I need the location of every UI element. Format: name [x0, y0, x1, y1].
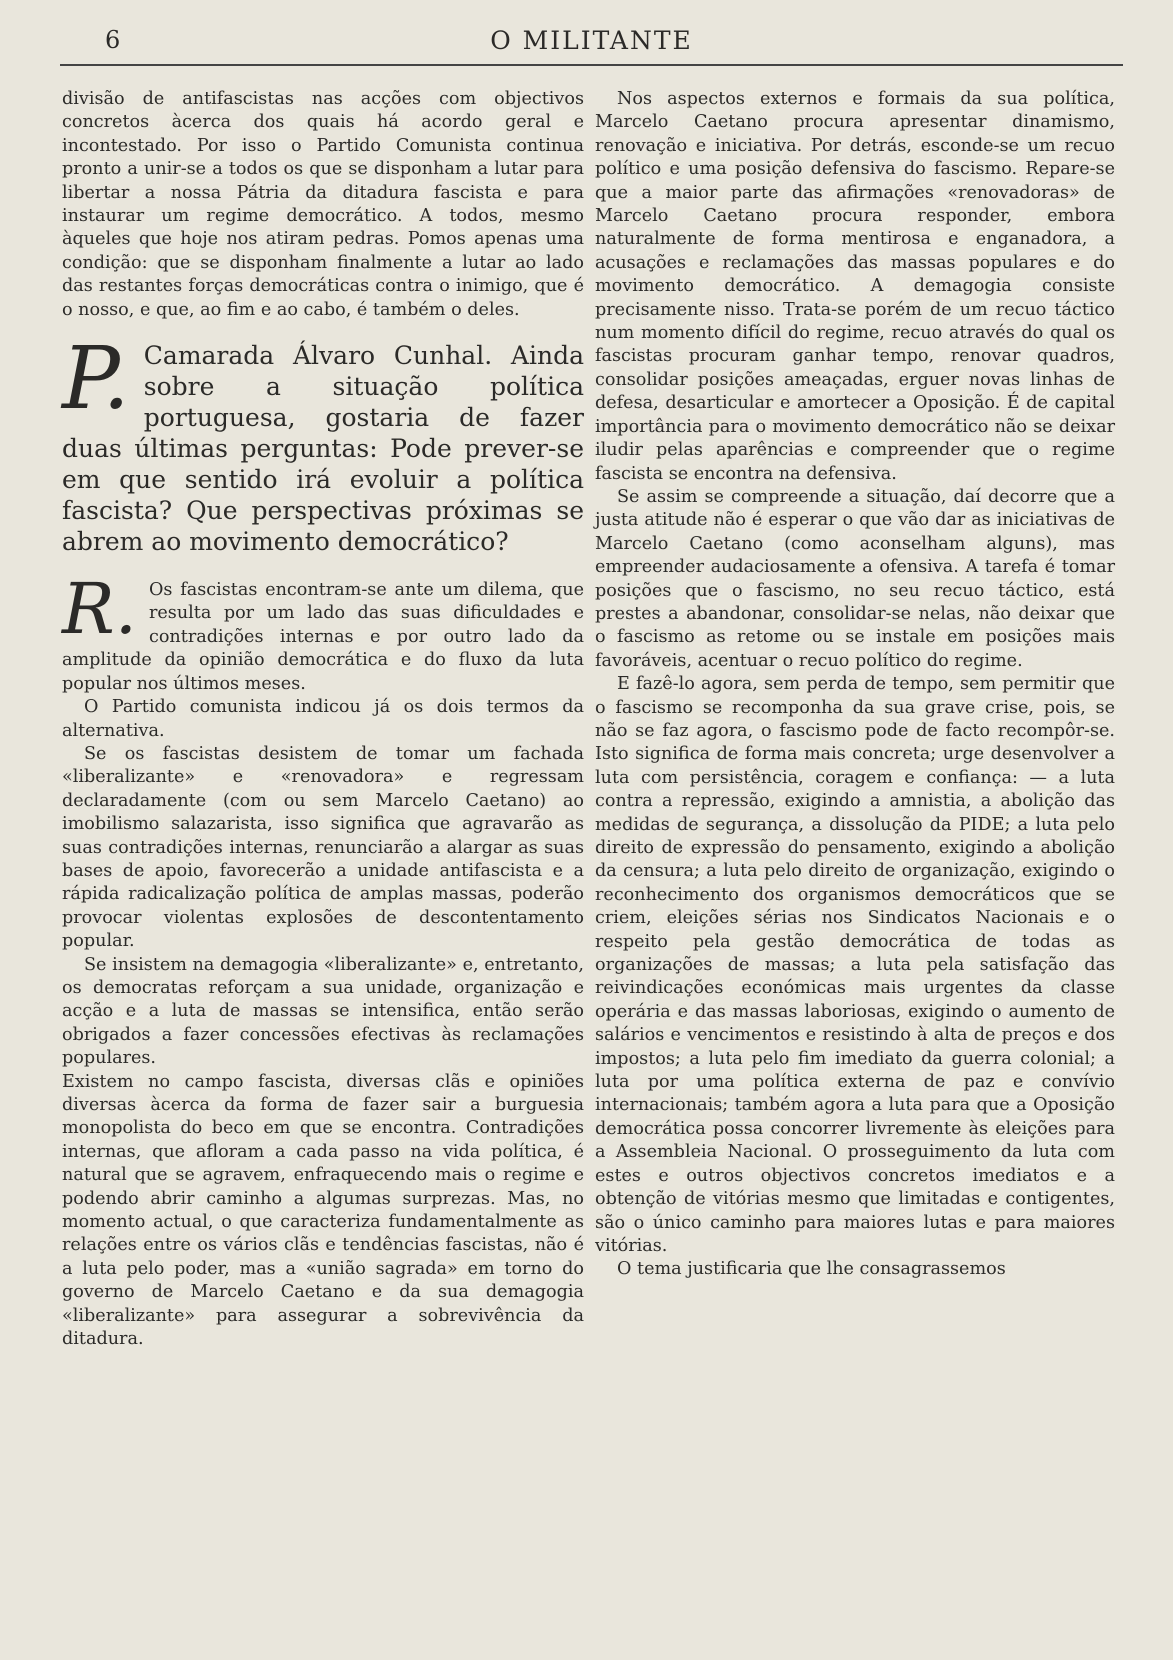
paragraph: Se insistem na demagogia «liberalizante» e, entretanto, os democratas reforçam a sua unidade, organização e acção e a luta de massas se intensifica, então serão obrigados a fazer concessões efectivas às reclamações populares.: [62, 954, 584, 1069]
interview-answer: [62, 568, 584, 696]
paragraph: E fazê-lo agora, sem perda de tempo, sem permitir que o fascismo se recomponha da sua grave crise, pois, se não se faz agora, o fascismo pode de facto recompôr-se. Isto significa de forma mais concreta; urge desenvolver a luta com persistência, coragem e confiança: — a luta contra a repressão, exigindo a amnistia, a abolição das medidas de segurança, a dissolução da PIDE; a luta pelo direito de expressão do pensamento, exigindo a abolição da censura; a luta pelo direito de organização, exigindo o reconhecimento dos organismos democráticos que se criem, eleições sérias nos Sindicatos Nacionais e o respeito pela gestão democrática de todas as organizações de massas; a luta pela satisfação das reivindicações económicas mais urgentes da classe operária e das massas laboriosas, exigindo o aumento de salários e vencimentos e resistindo à alta de preços e dos impostos; a luta pelo fim imediato da guerra colonial; a luta por uma política externa de paz e convívio internacionais; também agora a luta para que a Oposição democrática possa concorrer livremente às eleições para a Assembleia Nacional. O prosseguimento da luta com estes e outros objectivos concretos imediatos e a obtenção de vitórias mesmo que limitadas e contigentes, são o único caminho para maiores lutas e para maiores vitórias.: [595, 674, 1115, 1256]
question-text: Camarada Álvaro Cunhal. Ainda sobre a situação política portuguesa, gostaria de fazer duas últimas perguntas: Pode prever-se em que sentido irá evoluir a política fascista? Que perspectivas próximas se abrem ao movimento democrático?: [62, 341, 584, 557]
paragraph: O Partido comunista indicou já os dois termos da alternativa.: [62, 697, 584, 741]
header-rule: [60, 64, 1123, 66]
publication-title: O MILITANTE: [490, 26, 693, 55]
question-dropcap: P.: [62, 329, 130, 430]
page-header: [60, 26, 1123, 66]
paragraph: Existem no campo fascista, diversas clãs e opiniões diversas àcerca da forma de fazer sair a burguesia monopolista do beco em que se encontra. Contradições internas, que afloram a cada passo na vida política, é natural que se agravem, enfraquecendo mais o regime e podendo abrir caminho a algumas surprezas. Mas, no momento actual, o que caracteriza fundamentalmente as relações entre os vários clãs e tendências fascistas, não é a luta pelo poder, mas a «união sagrada» em torno do governo de Marcelo Caetano e da sua demagogia «liberalizante» para assegurar a sobrevivência da ditadura.: [62, 1071, 584, 1350]
paragraph: Nos aspectos externos e formais da sua política, Marcelo Caetano procura apresentar dinamismo, renovação e iniciativa. Por detrás, esconde-se um recuo político e uma posição defensiva do fascismo. Repare-se que a maior parte das afirmações «renovadoras» de Marcelo Caetano procura responder, embora naturalmente de forma mentirosa e enganadora, a acusações e reclamações das massas populares e do movimento democrático. A demagogia consiste precisamente nisso. Trata-se porém de um recuo táctico num momento difícil do regime, recuo através do qual os fascistas procuram ganhar tempo, renovar quadros, consolidar posições ameaçadas, erguer novas linhas de defesa, desarticular e amortecer a Oposição. É de capital importância para o movimento democrático não se deixar iludir pelas aparências e compreender que o regime fascista se encontra na defensiva.: [595, 89, 1115, 484]
page-number: 6: [105, 26, 121, 54]
paragraph: Se os fascistas desistem de tomar um fachada «liberalizante» e «renovadora» e regressam declaradamente (com ou sem Marcelo Caetano) ao imobilismo salazarista, isso significa que agravarão as suas contradições internas, renunciarão a alargar as suas bases de apoio, favorecerão a unidade antifascista e a rápida radicalização política de amplas massas, poderão provocar violentas explosões de descontentamento popular.: [62, 743, 584, 952]
paragraph: Se assim se compreende a situação, daí decorre que a justa atitude não é esperar o que vão dar as iniciativas de Marcelo Caetano (como aconselham alguns), mas empreender audaciosamente a ofensiva. A tarefa é tomar posições que o fascismo, no seu recuo táctico, está prestes a abandonar, consolidar-se nelas, não deixar que o fascismo as retome ou se instale em posições mais favoráveis, acentuar o recuo político do regime.: [595, 486, 1115, 671]
answer-dropcap: R.: [62, 568, 137, 651]
intro-paragraph: divisão de antifascistas nas acções com objectivos concretos àcerca dos quais há acordo geral e incontestado. Por isso o Partido Comunista continua pronto a unir-se a todos os que se disponham a lutar para libertar a nossa Pátria da ditadura fascista e para instaurar um regime democrático. A todos, mesmo àqueles que hoje nos atiram pedras. Pomos apenas uma condição: que se disponham finalmente a lutar ao lado das restantes forças democráticas contra o inimigo, que é o nosso, e que, ao fim e ao cabo, é também o deles.: [62, 89, 584, 320]
paragraph: O tema justificaria que lhe consagrassemos: [617, 1259, 1006, 1280]
interview-question: [62, 329, 584, 557]
right-column: [595, 88, 1115, 1282]
answer-text: Os fascistas encontram-se ante um dilema, que resulta por um lado das suas dificuldades e contradições internas e por outro lado da amplitude da opinião democrática e do fluxo da luta popular nos últimos meses.: [62, 580, 584, 694]
left-column: [62, 88, 584, 1351]
